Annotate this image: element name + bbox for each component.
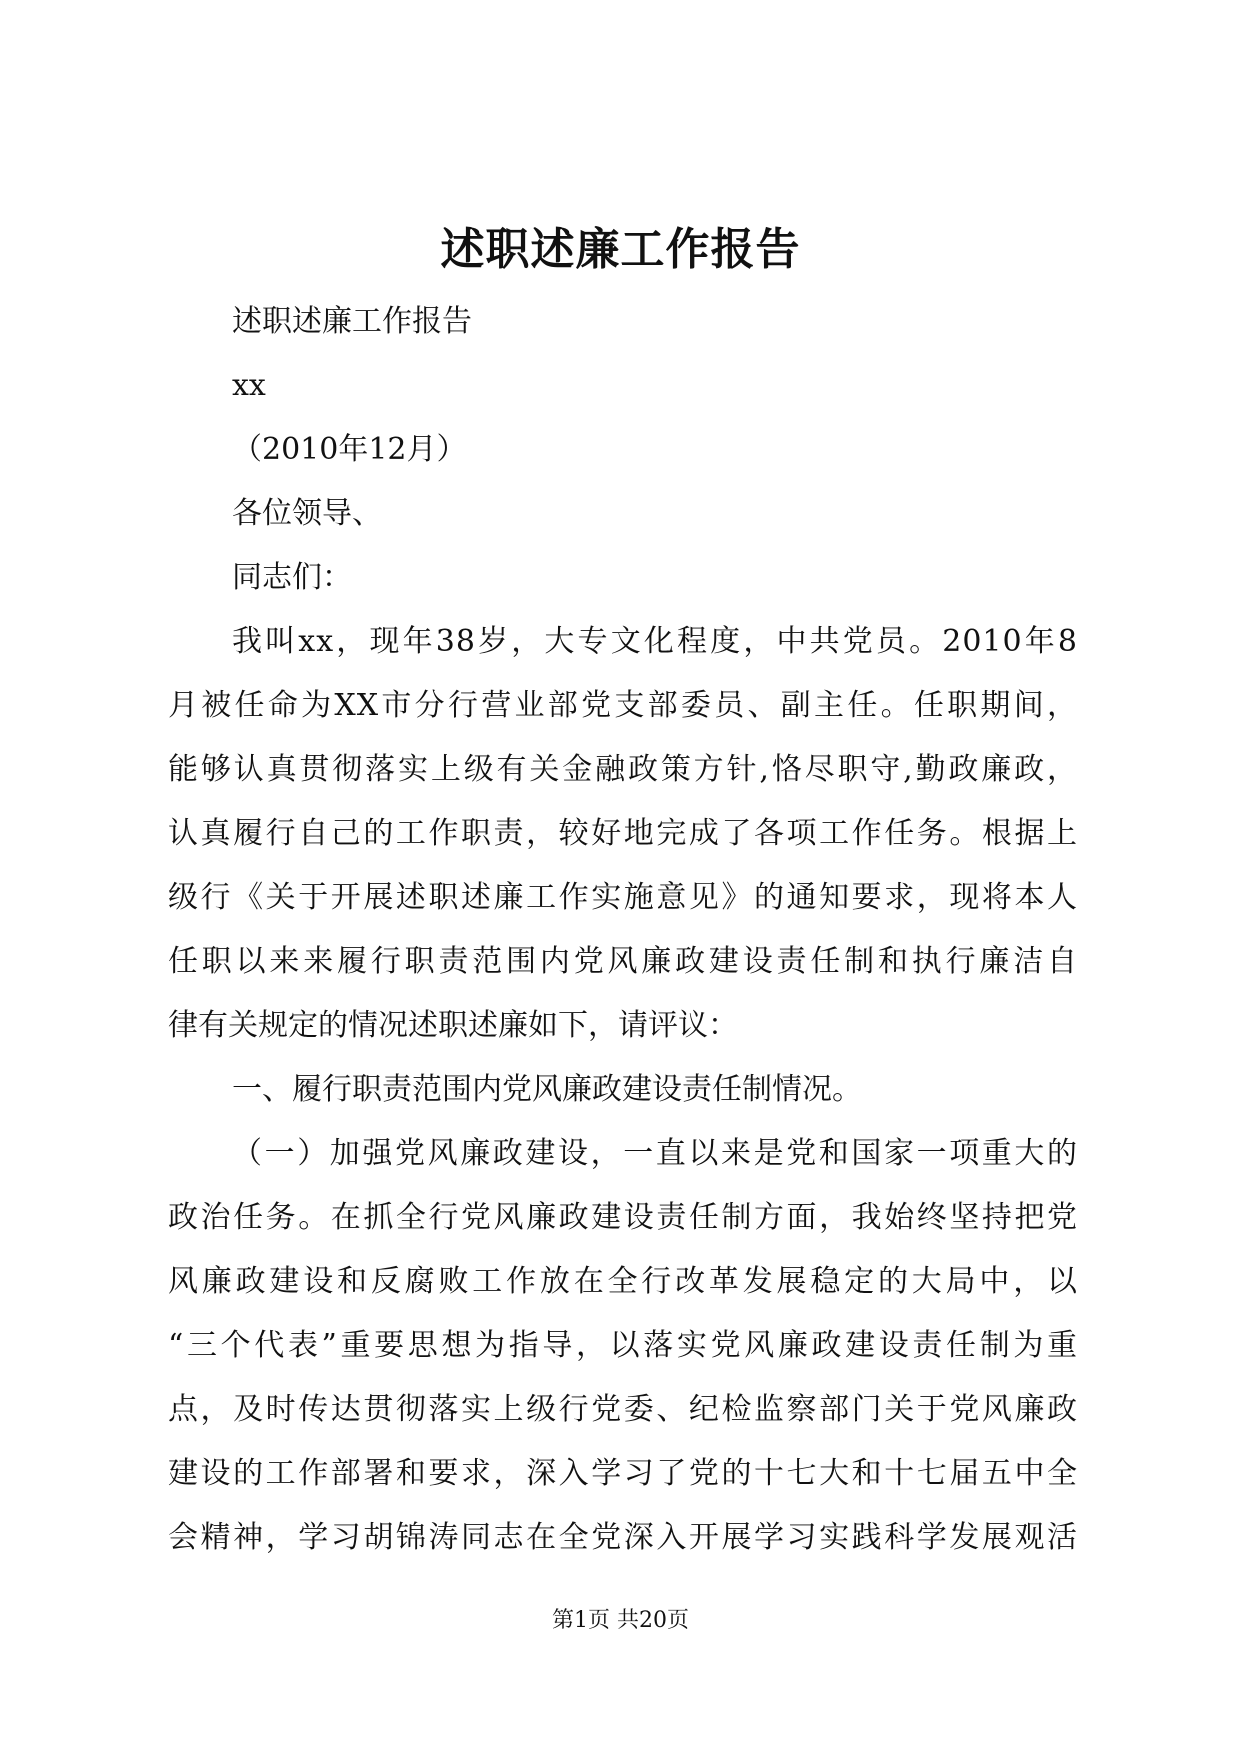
paragraph-2-line: （一）加强党风廉政建设，一直以来是党和国家一项重大的 <box>232 1136 1078 1171</box>
salutation-line-1: 各位领导、 <box>232 496 382 531</box>
document-body <box>168 290 1078 1570</box>
paragraph-1-line: 任职以来来履行职责范围内党风廉政建设责任制和执行廉洁自 <box>168 944 1078 979</box>
author-line: xx <box>232 368 266 403</box>
paragraph-2-line: 政治任务。在抓全行党风廉政建设责任制方面，我始终坚持把党 <box>168 1200 1078 1235</box>
paragraph-1-line: 我叫xx，现年38岁，大专文化程度，中共党员。2010年8 <box>232 624 1078 659</box>
paragraph-2-line: 风廉政建设和反腐败工作放在全行改革发展稳定的大局中，以 <box>168 1264 1078 1299</box>
paragraph-2-line: 会精神，学习胡锦涛同志在全党深入开展学习实践科学发展观活 <box>168 1520 1078 1555</box>
paragraph-1-line: 能够认真贯彻落实上级有关金融政策方针,恪尽职守,勤政廉政， <box>168 752 1078 787</box>
page-footer: 第1页 共20页 <box>552 1608 689 1633</box>
section-1-heading: 一、履行职责范围内党风廉政建设责任制情况。 <box>232 1072 862 1107</box>
paragraph-1-line: 律有关规定的情况述职述廉如下，请评议： <box>168 1008 738 1043</box>
paragraph-1-line: 月被任命为XX市分行营业部党支部委员、副主任。任职期间， <box>168 688 1078 723</box>
paragraph-2-line: 建设的工作部署和要求，深入学习了党的十七大和十七届五中全 <box>168 1456 1078 1491</box>
paragraph-1-line: 级行《关于开展述职述廉工作实施意见》的通知要求，现将本人 <box>168 880 1078 915</box>
subtitle-line: 述职述廉工作报告 <box>232 304 472 339</box>
paragraph-2-line: “三个代表”重要思想为指导，以落实党风廉政建设责任制为重 <box>168 1328 1078 1363</box>
document-title: 述职述廉工作报告 <box>440 224 801 275</box>
date-line: （2010年12月） <box>232 432 467 467</box>
paragraph-1-line: 认真履行自己的工作职责，较好地完成了各项工作任务。根据上 <box>168 816 1078 851</box>
salutation-line-2: 同志们： <box>232 560 352 595</box>
paragraph-2-line: 点，及时传达贯彻落实上级行党委、纪检监察部门关于党风廉政 <box>168 1392 1078 1427</box>
